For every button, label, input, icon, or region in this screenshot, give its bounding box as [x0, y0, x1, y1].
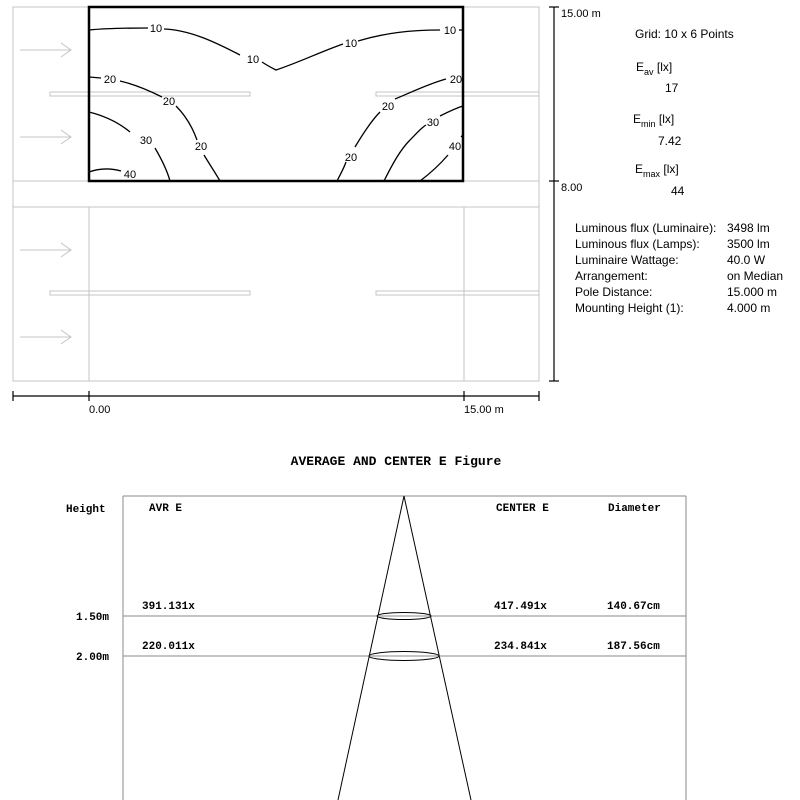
lane-divider: [50, 92, 250, 96]
contour-label: 30: [426, 117, 440, 129]
median-strip: [13, 181, 539, 207]
row-diameter: 140.67cm: [607, 601, 660, 613]
isolux-line: [89, 169, 121, 172]
eav-heading: $E_{av}$ [lx]: [636, 60, 673, 77]
row-avr: 220.011x: [142, 641, 195, 653]
isolux-line: [120, 81, 162, 97]
contour-label: 20: [381, 101, 395, 113]
isolux-contours: [89, 28, 463, 181]
contour-labels: [104, 23, 462, 181]
emax-heading: $E_{max}$ [lx]: [635, 162, 679, 179]
spec-value: 4.000 m: [727, 301, 771, 315]
contour-label: 20: [162, 96, 176, 108]
grid-info: Grid: 10 x 6 Points: [635, 27, 734, 41]
eav-value: 17: [665, 81, 679, 95]
col-diameter-header: Diameter: [608, 503, 661, 515]
row-center: 234.841x: [494, 641, 547, 653]
figure-row: [76, 601, 686, 624]
contour-label: 10: [443, 25, 457, 37]
spec-value: 3500 lm: [727, 237, 770, 251]
upper-carriageway: [13, 7, 539, 181]
emin-value: 7.42: [658, 134, 682, 148]
spec-list: [575, 221, 783, 315]
dim-label-left: 0.00: [89, 404, 111, 416]
light-cone-edge: [338, 496, 404, 800]
isolux-line: [384, 125, 426, 181]
spec-label: Luminaire Wattage:: [575, 253, 679, 267]
isolux-line: [337, 162, 346, 181]
spec-value: on Median: [727, 269, 784, 283]
direction-arrow-icon: [20, 330, 71, 344]
lane-divider: [50, 291, 250, 295]
direction-arrow-icon: [20, 243, 71, 257]
contour-label: 20: [194, 141, 208, 153]
isolux-line: [89, 77, 101, 78]
isolux-line: [204, 155, 220, 181]
contour-label: 20: [344, 152, 358, 164]
contour-label: 40: [123, 169, 137, 181]
dim-label-top: 15.00 m: [561, 8, 601, 20]
contour-label: 20: [449, 74, 463, 86]
direction-arrow-icon: [20, 43, 71, 57]
row-height: 2.00m: [76, 652, 110, 664]
lane-divider: [376, 291, 539, 295]
spec-label: Luminous flux (Luminaire):: [575, 221, 717, 235]
col-center-header: CENTER E: [496, 503, 549, 515]
contour-label: 10: [246, 54, 260, 66]
isolux-line: [176, 106, 197, 140]
row-avr: 391.131x: [142, 601, 195, 613]
emin-heading: $E_{min}$ [lx]: [633, 112, 675, 129]
lower-carriageway: [13, 207, 539, 381]
contour-label: 20: [103, 74, 117, 86]
contour-label: 30: [139, 135, 153, 147]
spec-label: Luminous flux (Lamps):: [575, 237, 700, 251]
spec-value: 40.0 W: [727, 253, 766, 267]
isolux-line: [355, 112, 380, 147]
stats-panel: [575, 27, 783, 315]
light-cone-edge: [404, 496, 471, 800]
col-avr-header: AVR E: [149, 503, 183, 515]
isolux-line: [420, 155, 448, 181]
dim-label-right: 15.00 m: [464, 404, 504, 416]
spec-label: Mounting Height (1):: [575, 301, 684, 315]
contour-label: 10: [149, 23, 163, 35]
row-diameter: 187.56cm: [607, 641, 660, 653]
direction-arrow-icon: [20, 130, 71, 144]
isolux-line: [358, 30, 440, 41]
figure-title: AVERAGE AND CENTER E Figure: [290, 454, 502, 469]
isolux-line: [440, 106, 463, 116]
spec-value: 15.000 m: [727, 285, 778, 299]
vertical-dimension: [549, 7, 601, 381]
spec-label: Arrangement:: [575, 269, 648, 283]
contour-label: 10: [344, 38, 358, 50]
horizontal-dimension: [13, 391, 539, 416]
isolux-line: [155, 148, 170, 181]
isolux-line: [164, 29, 240, 55]
lane-divider: [376, 92, 539, 96]
spec-value: 3498 lm: [727, 221, 770, 235]
isolux-line: [89, 28, 148, 30]
isolux-line: [89, 112, 130, 132]
emax-value: 44: [671, 184, 685, 198]
dim-label-mid: 8.00: [561, 182, 583, 194]
figure-row: [76, 641, 686, 664]
col-height-header: Height: [66, 504, 106, 516]
contour-label: 40: [448, 141, 462, 153]
row-center: 417.491x: [494, 601, 547, 613]
spec-label: Pole Distance:: [575, 285, 653, 299]
average-center-figure: [66, 454, 686, 800]
isolux-line: [262, 44, 343, 70]
road-plan: [13, 7, 601, 416]
row-height: 1.50m: [76, 612, 110, 624]
